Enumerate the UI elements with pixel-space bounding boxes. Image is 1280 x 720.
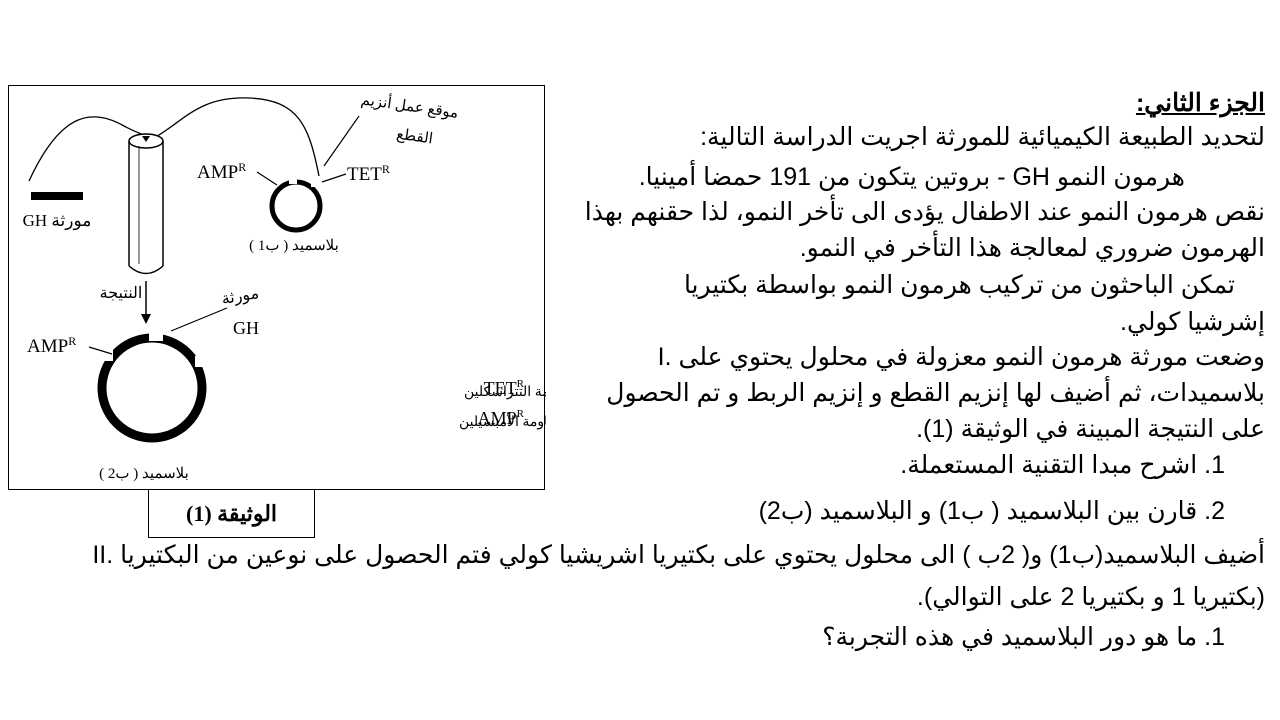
plasmid2-gh-label-1: مورثة — [220, 284, 261, 309]
test-tube — [129, 134, 163, 274]
plasmid-2 — [102, 331, 204, 438]
plasmid-1 — [272, 178, 320, 230]
dna-strand — [29, 98, 319, 181]
cut-site-label-2: القطع — [395, 126, 434, 148]
text-line-11: (بكتيريا 1 و بكتيريا 2 على التوالي). — [916, 583, 1265, 611]
plasmid2-label: بلاسميد ( ب2 ) — [99, 466, 189, 482]
section-heading: الجزء الثاني: — [1135, 89, 1265, 117]
text-line-9: على النتيجة المبينة في الوثيقة (1). — [916, 415, 1265, 443]
plasmid2-gh-label-2: GH — [233, 318, 259, 338]
legend-tet-text: ة التتراسكلين — [464, 385, 543, 400]
plasmid2-amp-label: $AMP^R$ — [27, 334, 77, 357]
plasmid1-tet-label: $TET^R$ — [347, 162, 390, 185]
text-line-1: لتحديد الطبيعة الكيميائية للمورثة اجريت الدراسة التالية: — [700, 123, 1265, 151]
text-line-3: نقص هرمون النمو عند الاطفال يؤدى الى تأخر النمو، لذا حقنهم بهذا — [584, 198, 1265, 226]
plasmid-diagram — [9, 86, 546, 491]
text-line-10: II. أضيف البلاسميد(ب1) و( 2ب ) الى محلول يحتوي على بكتيريا اشريشيا كولي فتم الحصول على نوعين من البكتيريا — [92, 541, 1265, 569]
text-line-2: هرمون النمو GH - بروتين يتكون من 191 حمضا أمينيا. — [638, 163, 1185, 191]
legend-amp: $AMP^R$ — [477, 408, 524, 428]
text-line-4: الهرمون ضروري لمعالجة هذا التأخر في النمو. — [799, 234, 1265, 262]
gh-gene-bar — [31, 192, 83, 200]
text-line-7: I. وضعت مورثة هرمون النمو معزولة في محلول يحتوي على — [657, 343, 1265, 371]
plasmid1-label: بلاسميد ( ب1 ) — [249, 238, 339, 254]
question-3: 1. ما هو دور البلاسميد في هذه التجربة؟ — [822, 623, 1225, 651]
cut-site-label-1: موقع عمل أنزيم — [359, 92, 460, 122]
gh-gene-label: مورثة GH — [22, 211, 92, 230]
text-line-5: تمكن الباحثون من تركيب هرمون النمو بواسطة بكتيريا — [683, 271, 1235, 299]
cut-site-pointer — [324, 116, 359, 166]
plasmid1-amp-label: $AMP^R$ — [197, 160, 247, 183]
result-label: النتيجة — [99, 285, 143, 302]
question-1: 1. اشرح مبدا التقنية المستعملة. — [900, 451, 1225, 479]
text-line-8: بلاسميدات، ثم أضيف لها إنزيم القطع و إنزيم الربط و تم الحصول — [606, 379, 1265, 407]
text-line-6: إشرشيا كولي. — [1120, 308, 1265, 336]
document-figure — [8, 85, 545, 490]
figure-caption: الوثيقة (1) — [148, 489, 315, 538]
legend-amp-text: ومة الأمبسيلين — [459, 415, 545, 430]
legend-tet: $TET^R$ — [483, 378, 524, 398]
question-2: 2. قارن بين البلاسميد ( ب1) و البلاسميد (ب2) — [758, 497, 1225, 525]
